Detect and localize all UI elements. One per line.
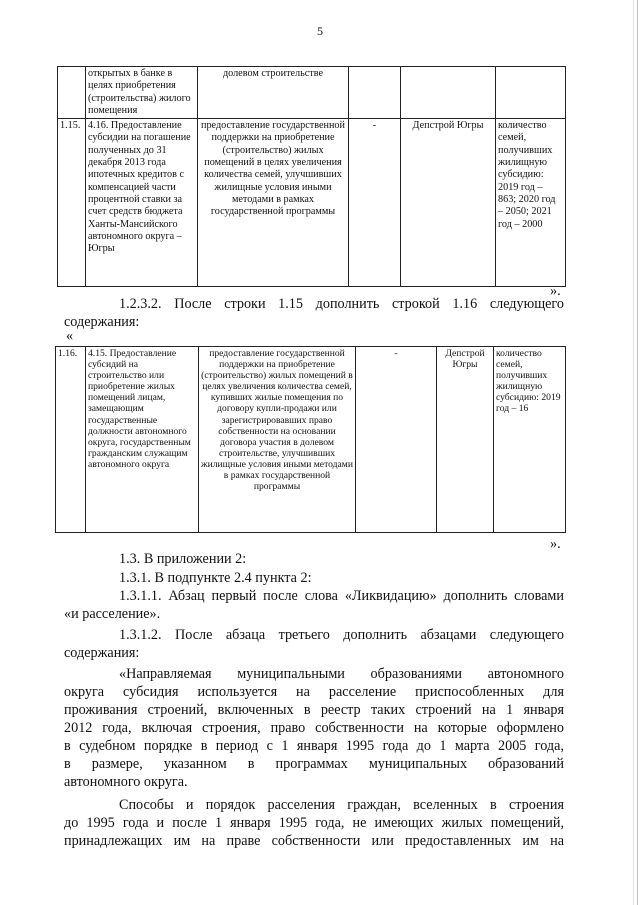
table-cell: 4.15. Предоставление субсидий на строительство или приобретение жилых помещений лицам, замещающим государственные должности автономного округа, государственным гражданским служащим автономного округа (86, 347, 199, 533)
page-number: 5 (317, 24, 323, 38)
table-cell: 1.16. (56, 347, 86, 533)
closing-quote: ». (550, 283, 561, 299)
table-cell (496, 67, 566, 119)
paragraph: в судебном порядке в период с 1 января 1995 года до 1 марта 2005 года, (64, 738, 564, 754)
table-2 (55, 346, 566, 533)
paragraph: до 1995 года и после 1 января 1995 года, не имеющих жилых помещений, (64, 815, 564, 831)
table-cell (401, 67, 496, 119)
table-cell: предоставление государственной поддержки на приобретение (строительство) жилых помещений в целях увеличения количества семей, улучшивших жилищные условия иными методами в рамках государственной программы (198, 119, 349, 287)
paragraph: 2012 года, включая строения, право собственности на которые оформлено (64, 720, 564, 736)
paragraph: проживания строений, включенных в реестр таких строений на 1 января (64, 702, 564, 718)
table-cell: - (349, 119, 401, 287)
table-cell: Депстрой Югры (401, 119, 496, 287)
paragraph: «и расселение». (64, 606, 161, 622)
paragraph: содержания: (64, 314, 140, 330)
paragraph: 1.3.1.2. После абзаца третьего дополнить абзацами следующего (119, 627, 564, 643)
table-row (56, 347, 566, 533)
table-cell: 4.16. Предоставление субсидии на погашение полученных до 31 декабря 2013 года ипотечных кредитов с компенсацией части процентной ставки за счет средств бюджета Ханты-Мансийского автономного округа – Югры (86, 119, 198, 287)
table-cell: - (356, 347, 437, 533)
paragraph: 1.2.3.2. После строки 1.15 дополнить строкой 1.16 следующего (119, 296, 564, 312)
paragraph: автономного округа. (64, 774, 188, 790)
closing-quote: ». (550, 536, 561, 552)
paragraph: принадлежащих им на праве собственности или предоставленных им на (64, 833, 564, 849)
table-cell: открытых в банке в целях приобретения (строительства) жилого помещения (86, 67, 198, 119)
table-row (58, 67, 566, 119)
table-cell: Депстрой Югры (437, 347, 494, 533)
table-cell: 1.15. (58, 119, 86, 287)
table-1 (57, 66, 566, 287)
table-cell (349, 67, 401, 119)
paragraph: 1.3.1. В подпункте 2.4 пункта 2: (119, 570, 312, 586)
opening-quote: « (66, 328, 74, 344)
page-edge (633, 0, 634, 905)
table-cell: количество семей, получивших жилищную субсидию: 2019 год – 863; 2020 год – 2050; 2021 год – 2000 (496, 119, 566, 287)
paragraph: округа субсидия используется на расселение приспособленных для (64, 684, 564, 700)
paragraph: 1.3. В приложении 2: (119, 551, 247, 567)
paragraph: «Направляемая муниципальными образованиями автономного (119, 666, 564, 682)
paragraph: 1.3.1.1. Абзац первый после слова «Ликвидацию» дополнить словами (119, 588, 564, 604)
paragraph: в размере, указанном в программах муниципальных образований (64, 756, 564, 772)
paragraph: содержания: (64, 645, 140, 661)
table-cell (58, 67, 86, 119)
paragraph: Способы и порядок расселения граждан, вселенных в строения (119, 797, 564, 813)
table-cell: предоставление государственной поддержки на приобретение (строительство) жилых помещений в целях увеличения количества семей, купивших жилые помещения по договору купли-продажи или зарегистрировавших право собственности на основании договора участия в долевом строительстве, улучшивших жилищные условия иными методами в рамках государственной программы (199, 347, 356, 533)
table-cell: долевом строительстве (198, 67, 349, 119)
table-cell: количество семей, получивших жилищную субсидию: 2019 год – 16 (494, 347, 566, 533)
table-row (58, 119, 566, 287)
page-edge (637, 0, 638, 905)
